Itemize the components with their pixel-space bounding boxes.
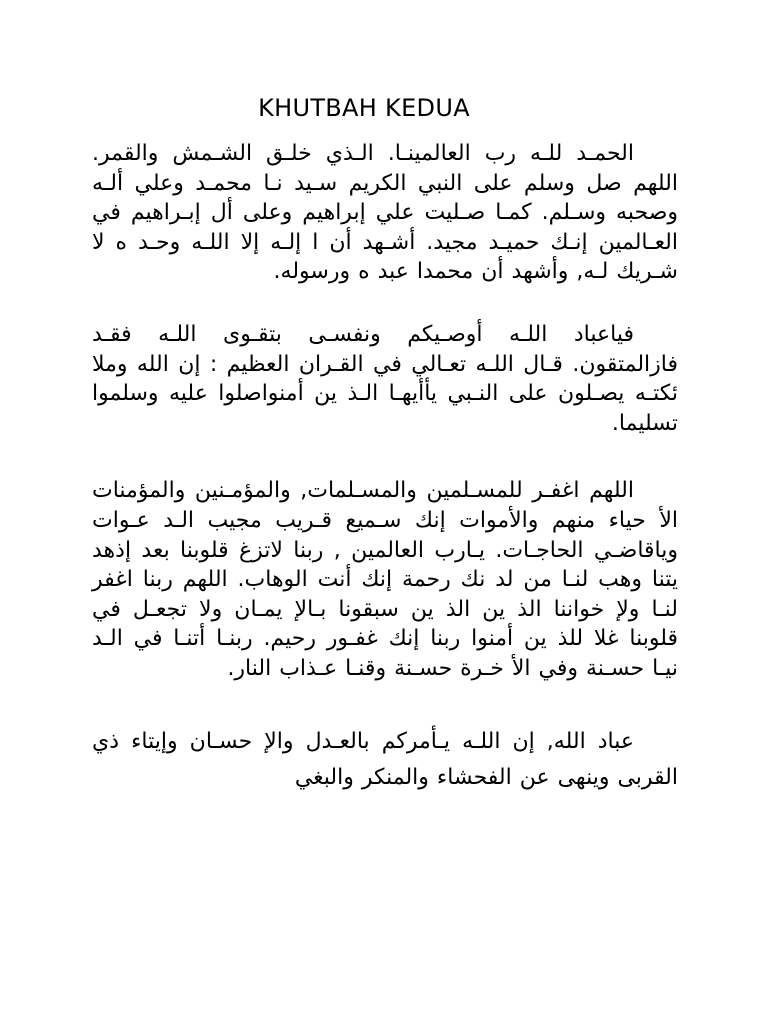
- paragraph-supplication: اللهم اغفـر للمسـلمين والمسـلمات, والمؤمـنين والمؤمنات الأ حياء منهم والأموات إنك سـميع قـريب مجيب الـد عـوات وياقاضـي الحاجـات. يـارب العالمين , ربنا لاتزغ قلوبنا بعد إذهد يتنا وهب لنـا من لد نك رحمة إنك أنت الوهاب. اللهم ربنا اغفر لنـا ولإ خواننا الذ ين الذ ين سبقونا بـالإ يمـان ولا تجعـل في قلوبنا غلا للذ ين أمنوا ربنا إنك غفـور رحيم. ربنـا أتنـا في الـد نيـا حسـنة وفي الأ خـرة حسـنة وقنـا عـذاب النار.: [92, 478, 678, 681]
- paragraph-opening-praise: الحمـد للـه رب العالمينـا. الـذي خلـق الشـمش والقمر. اللهم صل وسلم على النبي الكريم سـيد نـا محمـد وعلي ألـه وصحبه وسـلم. كمـا صـليت علي إبراهيم وعلى أل إبـراهيم في العـالمين إنـك حميـد مجيد. أشـهد أن ا إلـه إلا اللـه وحـد ه لا شـريك لـه, وأشهد أن محمدا عبد ه ورسوله.: [92, 141, 678, 285]
- paragraph-closing: عباد الله, إن اللـه يـأمركم بالعـدل والإ حسـان وإيتاء ذي القربى وينهى عن الفحشاء والمنكر والبغي: [92, 728, 678, 790]
- paragraph-taqwa: فياعباد اللـه أوصـيكم ونفسـى بتقـوى اللـه فقـد فازالمتقون. قـال اللـه تعـالي في القـران العظيم : إن الله وملا ئكتـه يصـلون على النـبي يأأيهـا الـذ ين أمنواصلوا عليه وسلموا تسليما.: [92, 321, 678, 436]
- document-body: [92, 139, 678, 796]
- document-title: KHUTBAH KEDUA: [258, 94, 470, 122]
